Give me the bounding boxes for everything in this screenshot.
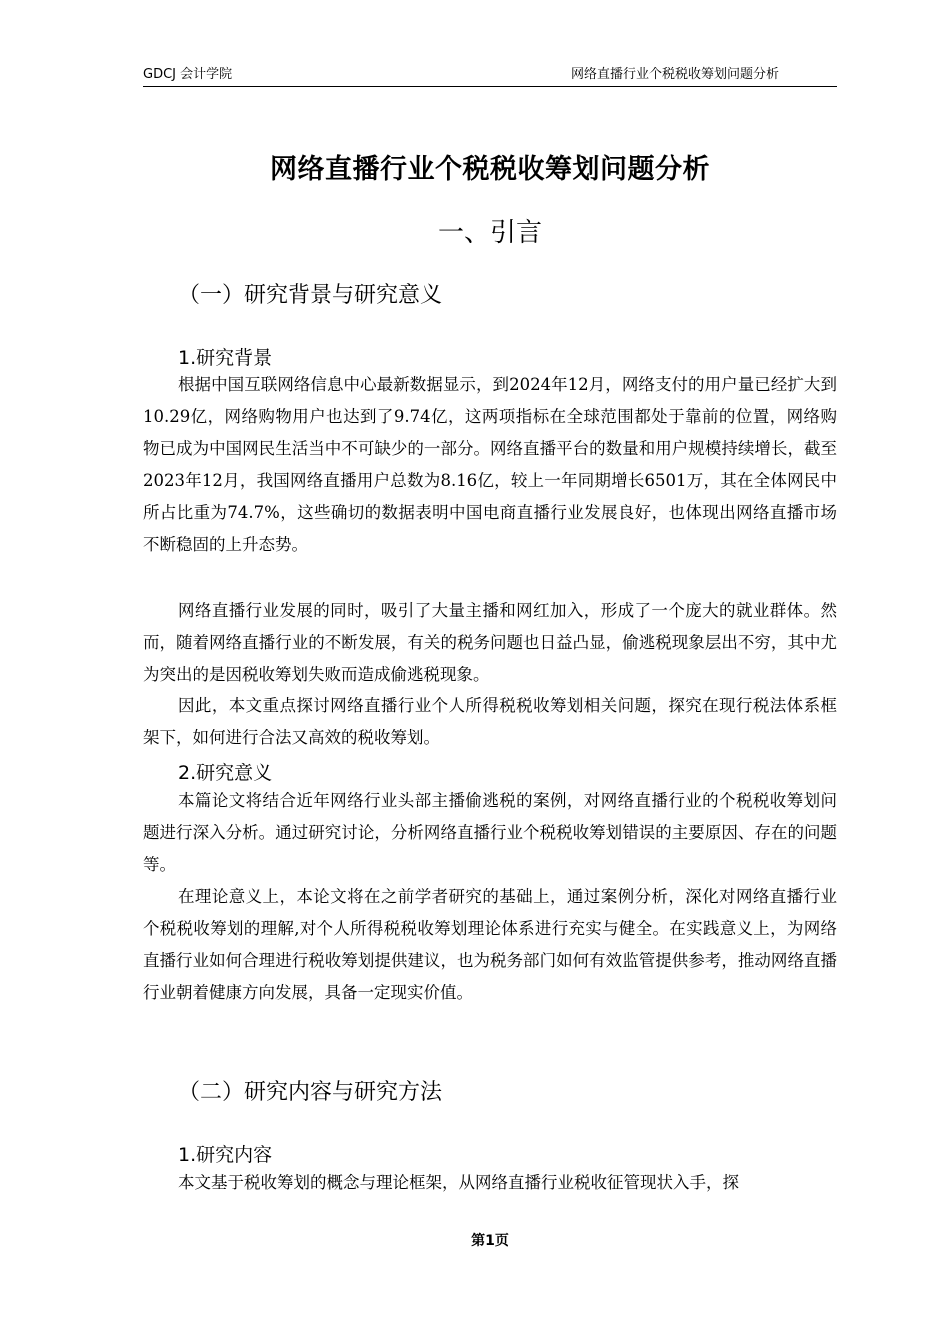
chapter-heading: 一、引言 bbox=[437, 218, 542, 248]
paragraph: 网络直播行业发展的同时，吸引了大量主播和网红加入，形成了一个庞大的就业群体。然而，随着网络直播行业的不断发展，有关的税务问题也日益凸显，偷逃税现象层出不穷，其中尤为突出的是因税收筹划失败而造成偷逃税现象。 bbox=[143, 601, 837, 684]
header-right-text: 网络直播行业个税税收筹划问题分析 bbox=[570, 67, 779, 82]
page-number: 第1页 bbox=[471, 1233, 509, 1249]
subsection-heading-background: 1.研究背景 bbox=[178, 347, 273, 369]
section-heading-content-methods: （二）研究内容与研究方法 bbox=[178, 1080, 443, 1105]
page-header bbox=[143, 66, 837, 87]
paragraph: 在理论意义上，本论文将在之前学者研究的基础上，通过案例分析，深化对网络直播行业个税税收筹划的理解,对个人所得税税收筹划理论体系进行充实与健全。在实践意义上，为网络直播行业如何合理进行税收筹划提供建议，也为税务部门如何有效监管提供参考，推动网络直播行业朝着健康方向发展，具备一定现实价值。 bbox=[143, 887, 837, 1002]
paragraph: 本文基于税收筹划的概念与理论框架，从网络直播行业税收征管现状入手，探 bbox=[178, 1173, 739, 1192]
subsection-heading-significance: 2.研究意义 bbox=[178, 762, 273, 784]
section-heading-background: （一）研究背景与研究意义 bbox=[178, 283, 443, 308]
document-title: 网络直播行业个税税收筹划问题分析 bbox=[270, 154, 710, 185]
header-left-text: GDCJ 会计学院 bbox=[143, 67, 233, 82]
subsection-heading-content: 1.研究内容 bbox=[178, 1144, 273, 1166]
paragraph: 根据中国互联网络信息中心最新数据显示，到2024年12月，网络支付的用户量已经扩大到10.29亿，网络购物用户也达到了9.74亿，这两项指标在全球范围都处于靠前的位置，网络购物已成为中国网民生活当中不可缺少的一部分。网络直播平台的数量和用户规模持续增长，截至2023年12月，我国网络直播用户总数为8.16亿，较上一年同期增长6501万，其在全体网民中所占比重为74.7%，这些确切的数据表明中国电商直播行业发展良好，也体现出网络直播市场不断稳固的上升态势。 bbox=[143, 375, 837, 554]
paragraph: 本篇论文将结合近年网络行业头部主播偷逃税的案例，对网络直播行业的个税税收筹划问题进行深入分析。通过研究讨论，分析网络直播行业个税税收筹划错误的主要原因、存在的问题等。 bbox=[143, 791, 837, 874]
paragraph: 因此，本文重点探讨网络直播行业个人所得税税收筹划相关问题，探究在现行税法体系框架下，如何进行合法又高效的税收筹划。 bbox=[143, 696, 837, 747]
